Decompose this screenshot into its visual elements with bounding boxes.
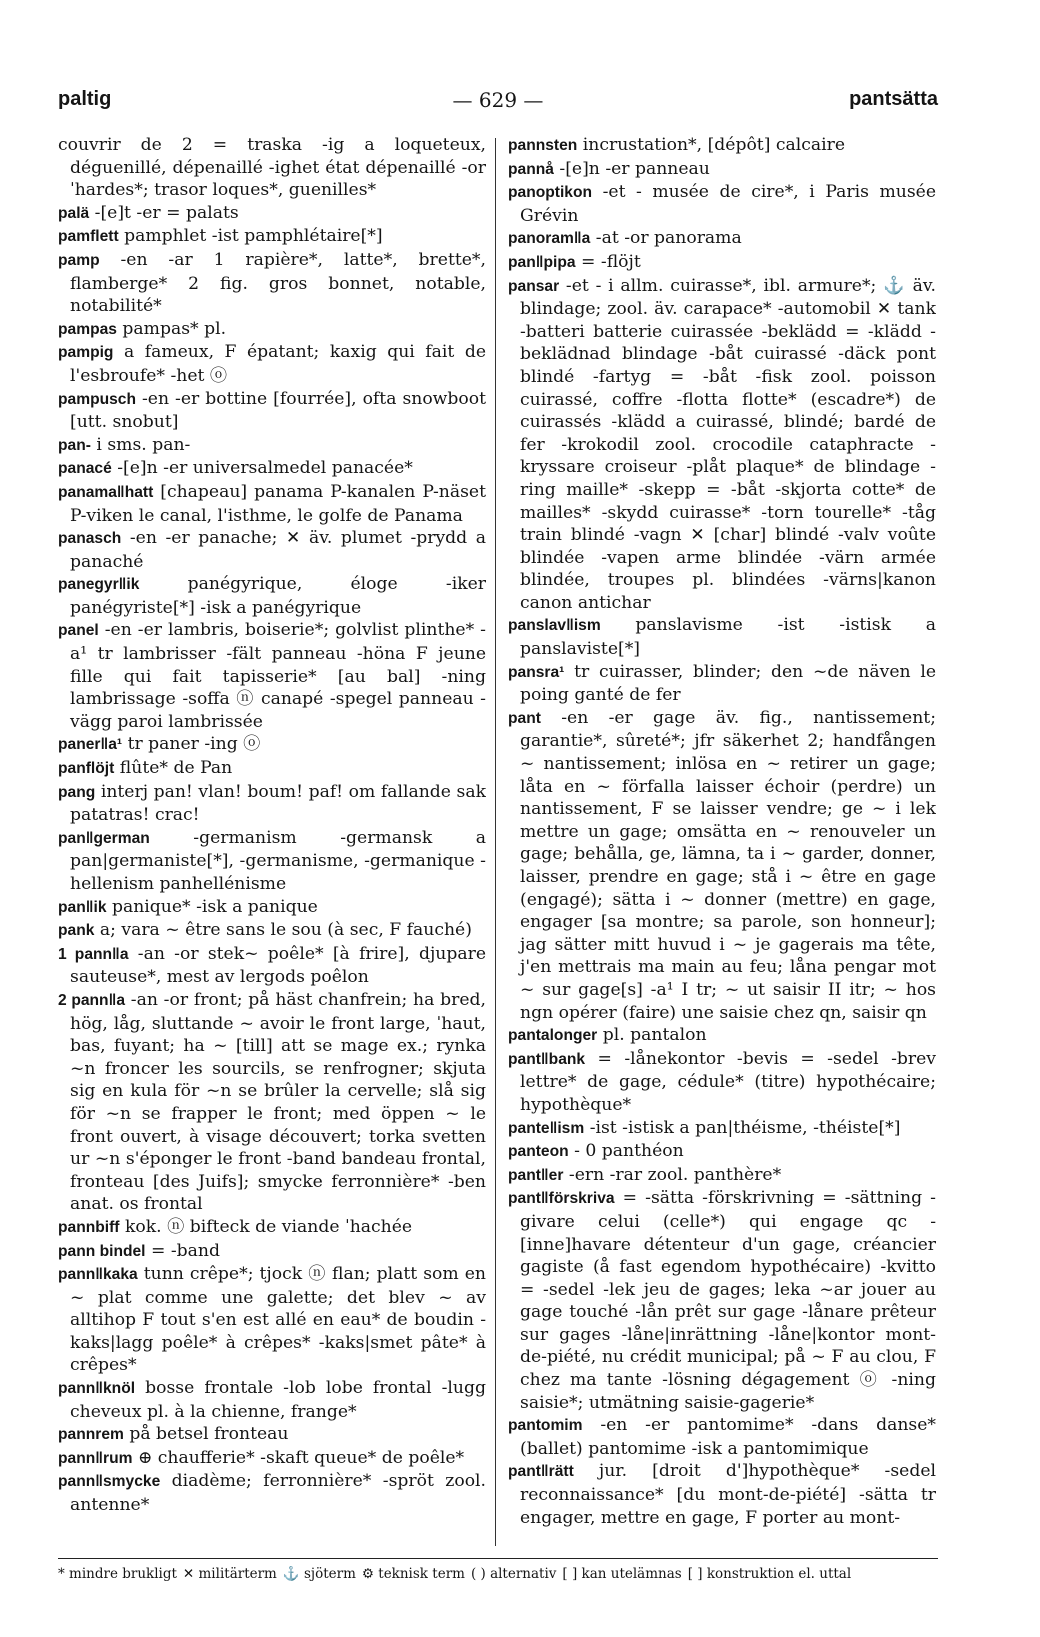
dictionary-entry: [58, 388, 486, 434]
entry-definition: = -flöjt: [581, 251, 641, 272]
entry-definition: flûte* de Pan: [119, 758, 233, 779]
entry-definition: a; vara ~ être sans le sou (à sec, F fauché): [99, 920, 472, 941]
entry-definition: på betsel fronteau: [129, 1424, 289, 1445]
entry-definition: tr cuirasser, blinder; den ~de näven le poing ganté de fer: [520, 661, 936, 706]
dictionary-entry: [58, 1423, 486, 1447]
dictionary-entry: [58, 318, 486, 342]
entry-headword: panel: [58, 622, 99, 640]
dictionary-entry: [508, 275, 936, 615]
entry-definition: -en -er lambris, boiserie*; golvlist plinthe* -a¹ tr lambrisser -fält panneau -höna F jeune fille qui fait tapisserie* [au bal] -ning lambrissage -soffa ⓝ canapé -spegel panneau -vägg paroi lambrissée: [70, 620, 486, 732]
entry-headword: pampig: [58, 344, 114, 362]
dictionary-entry: [58, 757, 486, 781]
page-number: — 629 —: [452, 88, 544, 112]
dictionary-entry: [508, 158, 936, 182]
entry-definition: jur. [droit d']hypothèque* -sedel reconnaissance* [du mont-de-piété] -sätta tr engager, mettre en gage, F porter au mont-: [520, 1461, 936, 1528]
entry-definition: diadème; ferronnière* -spröt zool. antenne*: [70, 1471, 486, 1516]
dictionary-entry: [508, 1048, 936, 1117]
entry-headword: panflöjt: [58, 760, 115, 778]
dictionary-entry: [508, 1117, 936, 1141]
dictionary-entry: [58, 619, 486, 733]
entry-definition: -en -er panache; ✕ äv. plumet -prydd a panaché: [70, 528, 486, 572]
entry-headword: 1 pann‖a: [58, 945, 129, 963]
entry-headword: 2 pann‖a: [58, 991, 125, 1009]
dictionary-entry: [508, 1164, 936, 1188]
entry-headword: pannrem: [58, 1426, 124, 1444]
entry-headword: pant: [508, 709, 541, 727]
entry-headword: pantomim: [508, 1417, 583, 1435]
legend-item: [ ] kan utelämnas: [562, 1566, 682, 1582]
entry-definition: -ist -istisk a pan|théisme, -théiste[*]: [589, 1117, 901, 1138]
entry-headword: pante‖ism: [508, 1119, 585, 1137]
entry-definition: tr paner -ing ⓞ: [127, 734, 261, 755]
footer-rule: [58, 1558, 938, 1559]
dictionary-entry: [58, 341, 486, 387]
entry-headword: pamp: [58, 251, 100, 269]
entry-definition: interj pan! vlan! boum! paf! om fallande sak patatras! crac!: [70, 781, 486, 826]
entry-definition: a fameux, F épatant; kaxig qui fait de l'esbroufe* -het ⓞ: [70, 342, 486, 386]
entry-headword: pann‖kaka: [58, 1266, 138, 1284]
entry-definition: pamphlet -ist pamphlétaire[*]: [124, 226, 383, 247]
dictionary-entry: [58, 573, 486, 619]
entry-headword: pann‖knöl: [58, 1380, 136, 1398]
column-divider: [495, 138, 496, 1546]
entry-definition: -an -or stek~ poêle* [à frire], djupare sauteuse*, mest av lergods poêlon: [70, 943, 486, 988]
dictionary-entry: [58, 1263, 486, 1377]
entry-headword: pann bindel: [58, 1242, 146, 1260]
dictionary-entry: [58, 134, 486, 202]
entry-headword: panacé: [58, 460, 112, 478]
entry-headword: panama‖hatt: [58, 483, 154, 501]
entry-definition: couvrir de 2 = traska -ig a loqueteux, déguenillé, dépenaillé -ighet état dépenaillé -or ˈhardes*; trasor loques*, guenilles*: [58, 135, 486, 201]
legend-item: [ ] konstruktion el. uttal: [687, 1566, 852, 1582]
entry-definition: [chapeau] panama P-kanalen P-näset P-viken le canal, l'isthme, le golfe de Panama: [70, 481, 486, 526]
entry-definition: -et - musée de cire*, i Paris musée Grévin: [520, 182, 936, 226]
entry-headword: pampas: [58, 320, 117, 338]
entry-definition: -en -er pantomime* -dans danse* (ballet) pantomime -isk a pantomimique: [520, 1415, 936, 1459]
entry-headword: pant‖förskriva: [508, 1190, 615, 1208]
entry-definition: panique* -isk a panique: [111, 896, 318, 917]
dictionary-entry: [58, 1377, 486, 1423]
dictionary-entry: [58, 527, 486, 573]
dictionary-entry: [58, 457, 486, 481]
symbol-legend: [58, 1566, 958, 1582]
entry-headword: palä: [58, 204, 90, 222]
entry-definition: kok. ⓝ bifteck de viande ˈhachée: [124, 1216, 413, 1237]
entry-headword: pannå: [508, 160, 554, 178]
dictionary-entry: [58, 989, 486, 1216]
entry-headword: pant‖er: [508, 1166, 564, 1184]
left-column: [58, 134, 486, 1554]
entry-headword: pamflett: [58, 228, 119, 246]
legend-item: ⚙ teknisk term: [361, 1566, 465, 1582]
entry-definition: -en -er bottine [fourrée], ofta snowboot [utt. snobut]: [70, 388, 486, 433]
dictionary-entry: [58, 943, 486, 989]
dictionary-entry: [58, 896, 486, 920]
entry-headword: pantalonger: [508, 1027, 598, 1045]
entry-headword: panoram‖a: [508, 230, 591, 248]
entry-definition: -at -or panorama: [595, 228, 742, 249]
entry-definition: -an -or front; på häst chanfrein; ha bred, hög, låg, sluttande ~ avoir le front large, ˈhaut, bas, fuyant; ha ~ [till] att se mage ex.; rynka ~n froncer les sourcils, se renfrogner; skjuta sig en kula för ~n se brûler la cervelle; slå sig för ~n se frapper le front; med öppen ~ le front ouvert, à visage découvert; torka svetten ur ~n s'éponger le front -band bandeau frontal, fronteau [des Juifs]; smycke ferronnière* -ben anat. os frontal: [70, 989, 486, 1215]
dictionary-entry: [508, 661, 936, 707]
dictionary-entry: [508, 1187, 936, 1414]
dictionary-entry: [508, 251, 936, 275]
entry-definition: -[e]n -er panneau: [559, 158, 710, 179]
entry-definition: incrustation*, [dépôt] calcaire: [582, 135, 846, 155]
entry-definition: panslavisme -ist -istisk a panslaviste[*]: [520, 615, 936, 660]
entry-headword: pannbiff: [58, 1218, 120, 1236]
entry-headword: pansra¹: [508, 663, 565, 681]
entry-headword: pang: [58, 783, 96, 801]
dictionary-entry: [508, 1414, 936, 1460]
legend-item: * mindre brukligt: [58, 1566, 177, 1582]
legend-item: ( ) alternativ: [470, 1566, 557, 1582]
legend-item: ✕ militärterm: [182, 1566, 277, 1582]
entry-headword: pannsten: [508, 137, 578, 154]
entry-definition: bosse frontale -lob lobe frontal -lugg cheveux pl. à la chienne, frange*: [70, 1378, 486, 1422]
entry-definition: -en -ar 1 rapière*, latte*, brette*, flamberge* 2 fig. gros bonnet, notable, notabilité*: [70, 249, 486, 317]
entry-definition: -en -er gage äv. fig., nantissement; garantie*, sûreté*; jfr säkerhet 2; handfången ~ nantissement; inlösa en ~ retirer un gage; låta en ~ förfalla laisser échoir (perdre) un nantissement, F se laisser vendre; ge ~ i lek mettre un gage; omsätta en ~ renouveler un gage; behålla, ge, lämna, ta i ~ garder, donner, laisser, prendre en gage; stå i ~ être en gage (engagé); sätta i ~ donner (mettre) en gage, engager [sa montre; sa parole, son honneur]; jag sätter mitt huvud i ~ je gagerais ma tête, j'en mettrais ma main au feu; låna pengar mot ~ sur gage[s] -a¹ I tr; ~ ut saisir II itr; ~ hos ngn opérer (faire) une saisie chez qn, saisir qn: [520, 707, 936, 1023]
entry-definition: ⊕ chaufferie* -skaft queue* de poêle*: [137, 1447, 465, 1468]
entry-definition: -[e]n -er universalmedel panacée*: [117, 458, 413, 479]
dictionary-entry: [58, 781, 486, 827]
dictionary-entry: [508, 1140, 936, 1164]
entry-headword: pank: [58, 922, 95, 940]
entry-headword: pan‖ik: [58, 898, 107, 916]
dictionary-entry: [508, 181, 936, 227]
entry-headword: pan‖pipa: [508, 253, 576, 271]
header-right-guide-word: pantsätta: [849, 88, 938, 110]
dictionary-entry: [508, 614, 936, 660]
entry-headword: panslav‖ism: [508, 617, 601, 635]
entry-headword: pann‖rum: [58, 1449, 133, 1467]
entry-definition: i sms. pan-: [96, 434, 191, 455]
entry-definition: panégyrique, éloge -iker panégyriste[*] -isk a panégyrique: [70, 574, 486, 618]
dictionary-entry: [508, 134, 936, 158]
entry-headword: pant‖rätt: [508, 1463, 574, 1481]
entry-headword: panteon: [508, 1143, 569, 1161]
dictionary-entry: [58, 225, 486, 249]
dictionary-entry: [58, 481, 486, 527]
dictionary-entry: [58, 1216, 486, 1240]
entry-headword: paner‖a¹: [58, 736, 123, 754]
entry-headword: panasch: [58, 530, 122, 548]
entry-definition: = -sätta -förskrivning = -sättning -givare celui (celle*) qui engage qc -[inne]havare détenteur d'un gage, créancier gagiste (å fast egendom hypothécaire) -kvitto = -sedel -lek jeu de gages; leka ~ar jouer au gage touché -lån prêt sur gage -lånare prêteur sur gages -låne|inrättning -låne|kontor mont-de-piété, nu crédit municipal; på ~ F au clou, F chez ma tante -lösning dégagement ⓞ -ning saisie*; utmätning saisie-gagerie*: [520, 1188, 936, 1413]
dictionary-entry: [58, 249, 486, 318]
entry-headword: panegyr‖ik: [58, 576, 140, 594]
dictionary-entry: [58, 1470, 486, 1516]
entry-headword: pansar: [508, 277, 560, 295]
entry-definition: -[e]t -er = palats: [94, 202, 239, 223]
dictionary-entry: [58, 202, 486, 226]
dictionary-entry: [58, 1240, 486, 1264]
dictionary-entry: [58, 733, 486, 757]
right-column: [508, 134, 936, 1554]
legend-item: ⚓ sjöterm: [282, 1566, 356, 1582]
entry-headword: panoptikon: [508, 184, 593, 202]
dictionary-entry: [508, 1024, 936, 1048]
dictionary-entry: [58, 827, 486, 896]
entry-definition: - 0 panthéon: [574, 1141, 684, 1162]
entry-headword: pann‖smycke: [58, 1473, 161, 1491]
dictionary-entry: [58, 434, 486, 458]
dictionary-entry: [58, 1447, 486, 1471]
dictionary-entry: [58, 919, 486, 943]
entry-headword: pant‖bank: [508, 1050, 586, 1068]
entry-definition: pl. pantalon: [602, 1025, 707, 1046]
entry-headword: pan‖german: [58, 829, 150, 847]
page-header: [58, 88, 938, 124]
entry-definition: tunn crêpe*; tjock ⓝ flan; platt som en ~ plat comme une galette; det blev ~ av alltihop F tout s'en est allé en eau* de boudin -kaks|lagg poêle* à crêpes* -kaks|smet pâte* à crêpes*: [70, 1264, 486, 1376]
entry-definition: -et - i allm. cuirasse*, ibl. armure*; ⚓ äv. blindage; zool. äv. carapace* -automobil ✕ tank -batteri batterie cuirassée -beklädd = -klädd -beklädnad blindage -båt cuirassé -däck pont blindé -fartyg = -båt -fisk zool. poisson cuirassé, coffre -flotta flotte* (escadre*) de cuirassés -klädd a cuirassé, blindé; bardé de fer -krokodil zool. crocodile cataphracte -kryssare croiseur -plåt plaque* de blindage -ring maille* -skepp = -båt -skjorta cotte* de mailles* -skydd cuirasse* -torn tourelle* -tåg train blindé -vagn ✕ [char] blindé -valv voûte blindée -vapen arme blindée -värn armée blindée, troupes pl. blindées -värns|kanon canon antichar: [520, 275, 936, 613]
dictionary-entry: [508, 1460, 936, 1529]
entry-definition: -ern -rar zool. panthère*: [568, 1164, 782, 1185]
dictionary-entry: [508, 227, 936, 251]
entry-definition: -germanism -germansk a pan|germaniste[*], -germanisme, -germanique -hellenism panhellénisme: [70, 827, 486, 894]
entry-definition: = -band: [150, 1240, 220, 1261]
entry-definition: pampas* pl.: [122, 318, 227, 339]
dictionary-entry: [508, 707, 936, 1024]
header-left-guide-word: paltig: [58, 88, 112, 110]
entry-headword: pampusch: [58, 390, 136, 408]
entry-definition: = -lånekontor -bevis = -sedel -brev lettre* de gage, cédule* (titre) hypothécaire; hypothèque*: [520, 1048, 936, 1115]
entry-headword: pan-: [58, 436, 91, 454]
